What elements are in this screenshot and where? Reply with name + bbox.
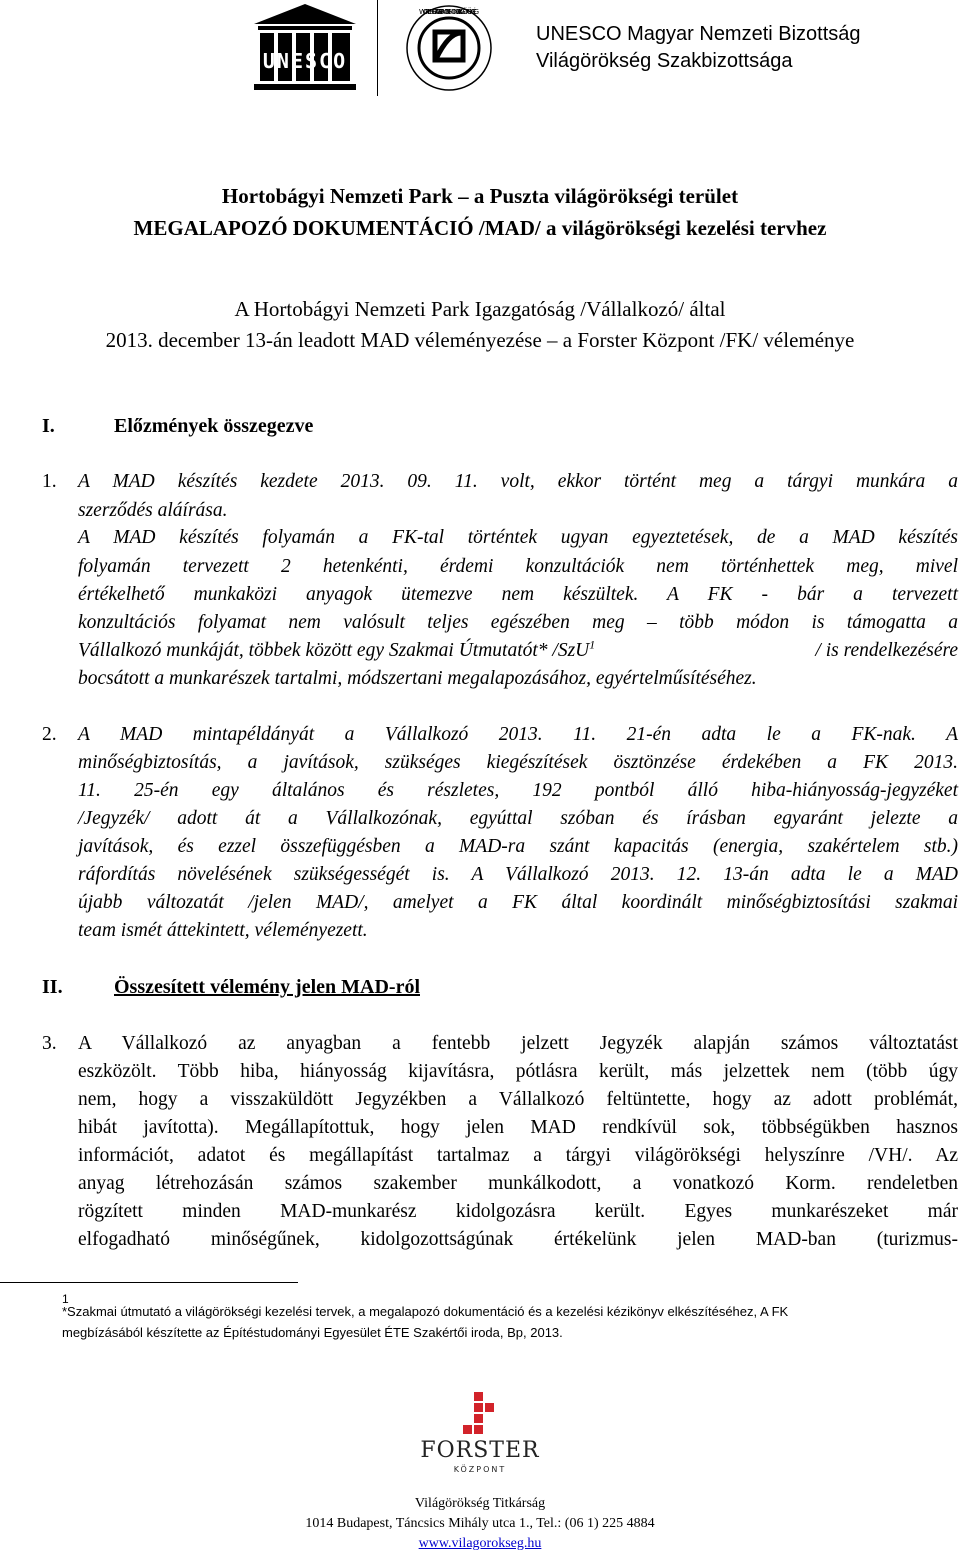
- document-subtitle: [0, 294, 960, 356]
- footnote-ref-1[interactable]: 1: [589, 637, 596, 652]
- item-1-line-6: konzultációs folyamat nem valósult teljes egészében meg – több módon is támogatta a: [78, 612, 958, 633]
- org-line-1: UNESCO Magyar Nemzeti Bizottság: [536, 23, 861, 45]
- item-2-line-8: team ismét áttekintett, véleményezett.: [78, 920, 368, 941]
- unesco-logo: [250, 2, 360, 94]
- item-3-line-1: A Vállalkozó az anyagban a fentebb jelzett Jegyzék alapján számos változtatást: [78, 1033, 958, 1054]
- section-1-numeral: I.: [42, 415, 55, 437]
- header-divider: [377, 0, 378, 96]
- item-1-line-2: szerződés aláírása.: [78, 500, 228, 521]
- item-2-line-2: minőségbiztosítás, a javítások, szükséges kiegészítések ösztönzése érdekében a FK 2013.: [78, 752, 958, 773]
- item-2-number: 2.: [42, 724, 57, 745]
- item-2-line-4: /Jegyzék/ adott át a Vállalkozónak, egyúttal szóban és írásban egyaránt jelezte a: [78, 808, 958, 829]
- item-1-line-7: [78, 637, 958, 665]
- footer-website-link[interactable]: www.vilagorokseg.hu: [418, 1536, 542, 1551]
- item-1-line-7-b: / is rendelkezésére: [815, 640, 958, 661]
- item-1-line-8: bocsátott a munkarészek tartalmi, módszertani megalapozásához, egyértelműsítéséhez.: [78, 668, 757, 689]
- world-heritage-emblem: [386, 2, 512, 94]
- item-1-line-1: A MAD készítés kezdete 2013. 09. 11. volt, ekkor történt meg a tárgyi munkára a: [78, 471, 958, 492]
- item-3-line-5: információt, adatot és megállapítást tartalmaz a tárgyi világörökségi helyszínre /VH/. Az: [78, 1145, 958, 1166]
- item-2-line-3: 11. 25-én egy általános és részletes, 192 pontból álló hiba-hiányosság-jegyzéket: [78, 780, 958, 801]
- footnote-line-1: *Szakmai útmutató a világörökségi kezelési tervek, a megalapozó dokumentáció és a kezelési kézikönyv elkészítéséhez, A FK: [62, 1304, 789, 1319]
- organization-name: [536, 21, 861, 75]
- item-1-line-5: értékelhető munkaközi anyagok ütemezve nem készültek. A FK - bár a tervezett: [78, 584, 958, 605]
- org-line-2: Világörökség Szakbizottsága: [536, 50, 793, 72]
- item-2-line-7: újabb változatát /jelen MAD/, amelyet a FK által koordinált minőségbiztosítási szakmai: [78, 892, 958, 913]
- subtitle-line-2: 2013. december 13-án leadott MAD véleményezése – a Forster Központ /FK/ véleménye: [105, 328, 855, 352]
- forster-logo-sub: KÖZPONT: [453, 1465, 507, 1474]
- forster-logo-mark: [463, 1392, 494, 1434]
- item-1-line-7-a: Vállalkozó munkáját, többek között egy Szakmai Útmutatót* /SzU: [78, 640, 590, 661]
- footer-line-2: 1014 Budapest, Táncsics Mihály utca 1., Tel.: (06 1) 225 4884: [305, 1516, 655, 1531]
- item-1-line-4: folyamán tervezett 2 hetenkénti, érdemi konzultációk nem történhettek meg, mivel: [78, 556, 958, 577]
- item-3-line-8: elfogadható minőségűnek, kidolgozottságúnak értékelünk jelen MAD-ban (turizmus-: [78, 1229, 958, 1250]
- section-1-heading: Előzmények összegezve: [114, 415, 314, 437]
- item-3-line-7: rögzített minden MAD-munkarész kidolgozásra került. Egyes munkarészeket már: [78, 1201, 958, 1222]
- forster-logo: [410, 1390, 550, 1510]
- item-3-line-3: nem, hogy a visszaküldött Jegyzékben a Vállalkozó feltüntette, hogy az adott problémát,: [78, 1089, 958, 1110]
- document-title: [0, 180, 960, 244]
- section-2-heading: Összesített vélemény jelen MAD-ról: [114, 976, 420, 998]
- item-2-line-5: javítások, és ezzel összefüggésben a MAD-ra szánt kapacitás (energia, szakértelem stb.): [78, 836, 958, 857]
- item-3-line-2: eszközölt. Több hiba, hiányosság kijavításra, pótlásra került, más jelzettek nem (több úgy: [78, 1061, 958, 1082]
- world-heritage-emblem-text: WORLD HERITAGE · PATRIMOINE MONDIAL · VILÁGÖRÖKSÉG: [419, 8, 479, 16]
- item-1-line-3: A MAD készítés folyamán a FK-tal történtek ugyan egyeztetések, de a MAD készítés: [78, 527, 958, 548]
- item-3-number: 3.: [42, 1033, 57, 1054]
- item-2-line-6: ráfordítás növelésének szükségességét is. A Vállalkozó 2013. 12. 13-án adta le a MAD: [78, 864, 958, 885]
- item-2-line-1: A MAD mintapéldányát a Vállalkozó 2013. 11. 21-én adta le a FK-nak. A: [78, 724, 958, 745]
- subtitle-line-1: A Hortobágyi Nemzeti Park Igazgatóság /Vállalkozó/ által: [234, 297, 726, 321]
- title-line-2: MEGALAPOZÓ DOKUMENTÁCIÓ /MAD/ a világörökségi kezelési tervhez: [133, 216, 827, 240]
- unesco-logo-text: UNESCO: [262, 49, 348, 73]
- item-1-number: 1.: [42, 471, 57, 492]
- footnote-mark: 1: [62, 1292, 69, 1306]
- footnote-line-2: megbízásából készítette az Építéstudományi Egyesület ÉTE Szakértői iroda, Bp, 2013.: [62, 1325, 563, 1340]
- footnote-separator: [0, 1282, 298, 1283]
- footer-line-1: Világörökség Titkárság: [414, 1496, 546, 1511]
- section-2-numeral: II.: [42, 976, 63, 998]
- item-3-line-4: hibát javította). Megállapítottuk, hogy jelen MAD rendkívül sok, többségükben hasznos: [78, 1117, 958, 1138]
- title-line-1: Hortobágyi Nemzeti Park – a Puszta világörökségi terület: [221, 184, 739, 208]
- forster-logo-name: FORSTER: [420, 1438, 540, 1463]
- item-3-line-6: anyag létrehozásán számos szakember munkálkodott, a vonatkozó Korm. rendeletben: [78, 1173, 958, 1194]
